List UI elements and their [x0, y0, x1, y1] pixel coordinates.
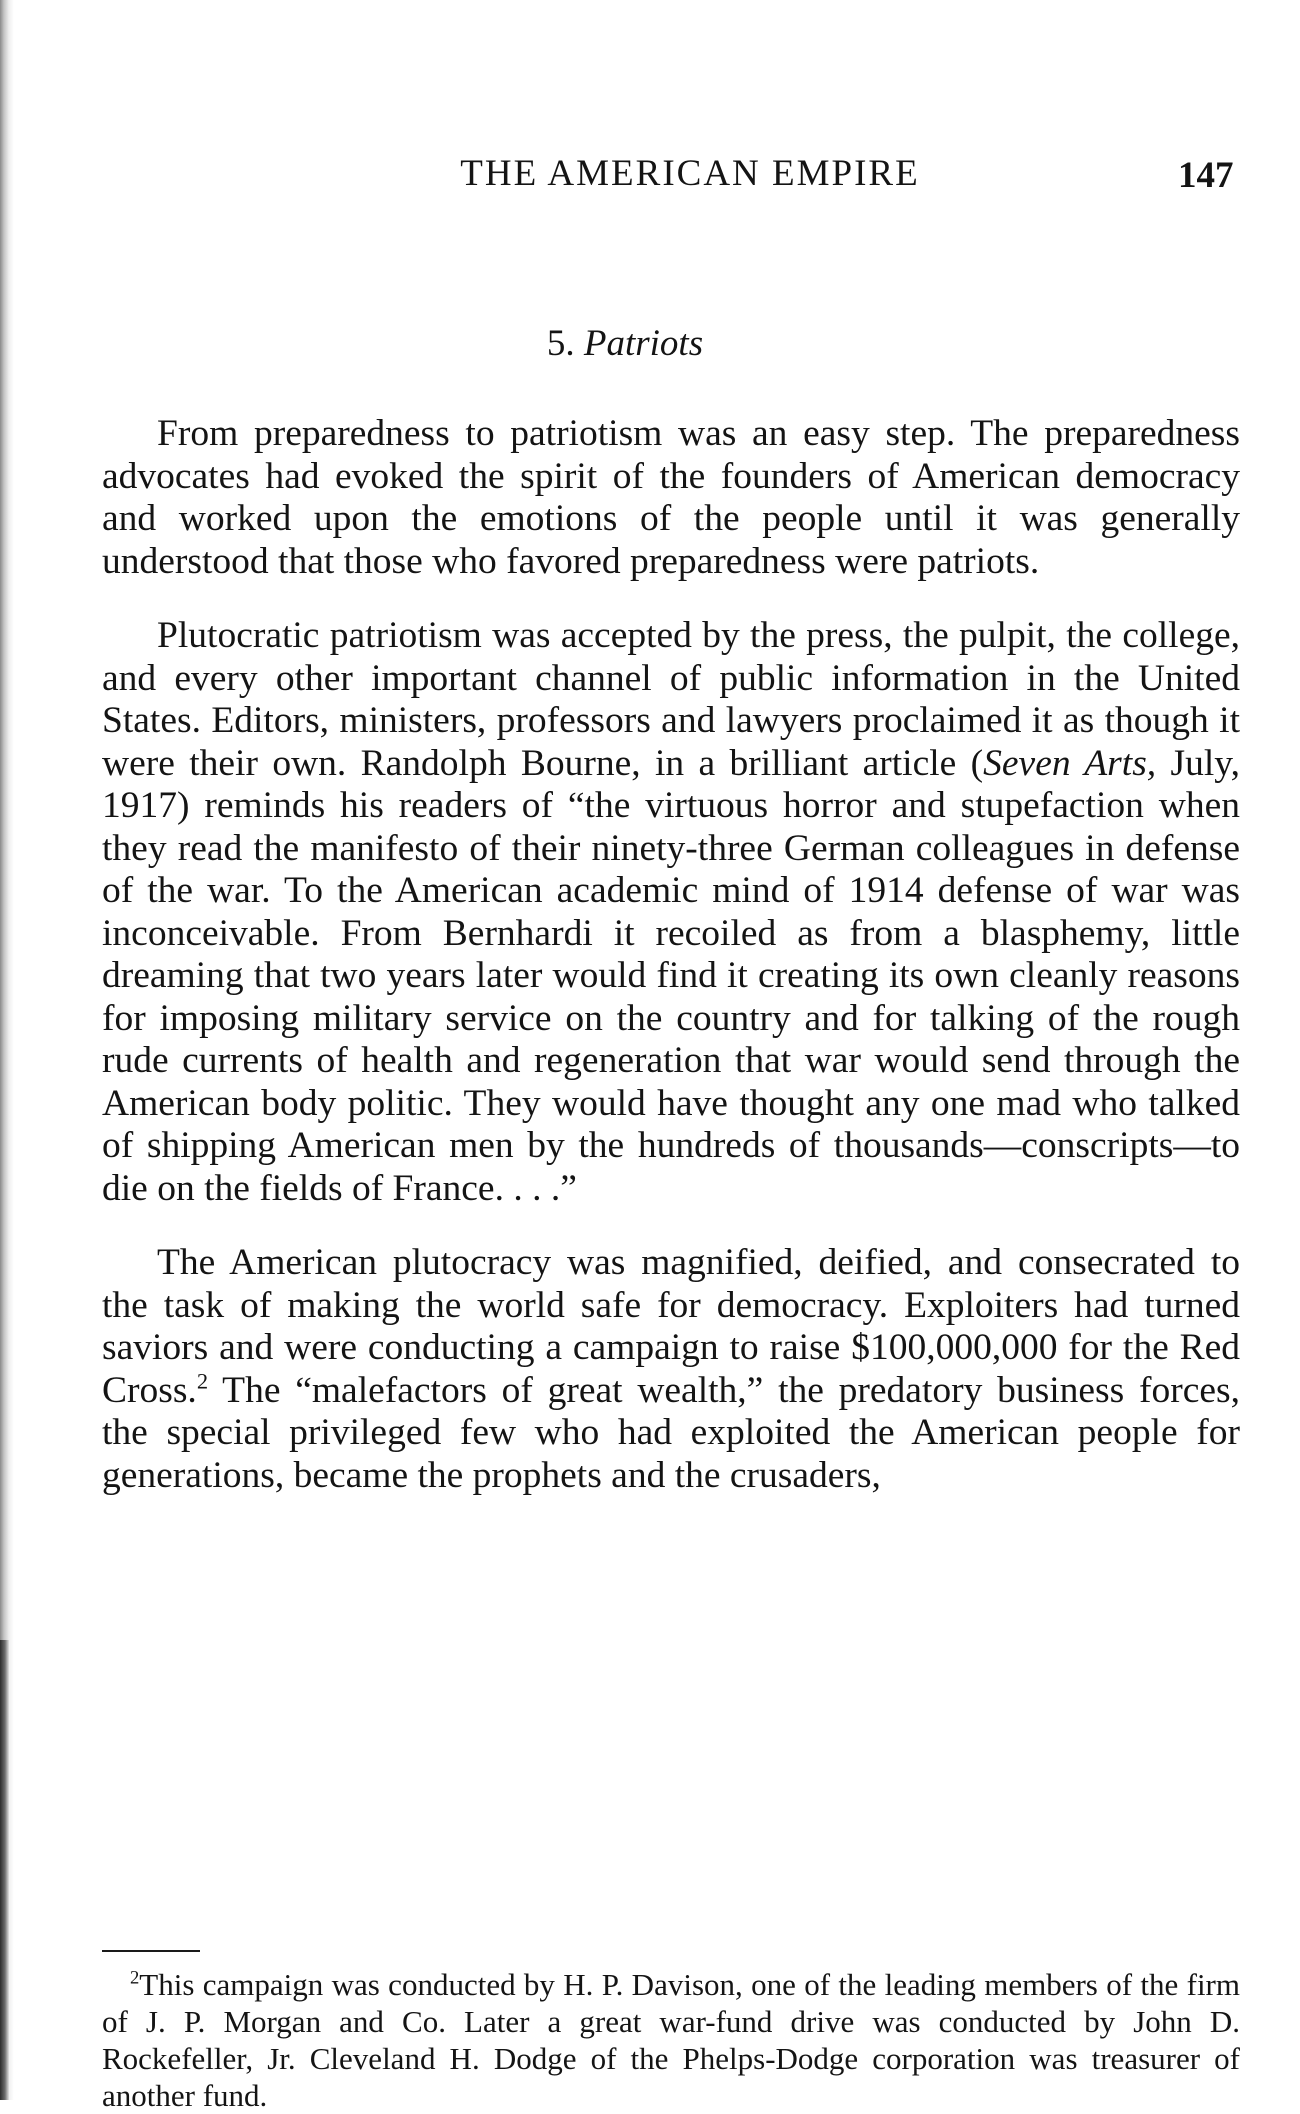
footnote-reference: 2	[196, 1368, 209, 1393]
running-head	[0, 152, 1300, 202]
paragraph-2-text-b: July, 1917) reminds his readers of “the virtuous horror and stupefaction when they read the manifesto of their ninety-three German colleagues in defense of the war. To the American academic mind of 1914 defense of war was inconceivable. From Bernhardi it recoiled as from a blasphemy, little dreaming that two years later would find it creating its own cleanly reasons for imposing military service on the country and for talking of the rough rude currents of health and regeneration that war would send through the American body politic. They would have thought any one mad who talked of shipping American men by the hundreds of thousands—conscripts—to die on the fields of France. . . .”	[102, 742, 1240, 1209]
section-heading	[0, 322, 1250, 365]
footnote-text: This campaign was conducted by H. P. Davison, one of the leading members of the firm of J. P. Morgan and Co. Later a great war-fund drive was conducted by John D. Rockefeller, Jr. Cleveland H. Dodge of the Phelps-Dodge corporation was treasurer of another fund.	[102, 1967, 1240, 2113]
paragraph-2-italic: Seven Arts,	[983, 742, 1157, 784]
paragraph-2-text-a: Plutocratic patriotism was accepted by the press, the pulpit, the college, and every other important channel of public information in the United States. Editors, ministers, professors and lawyers proclaimed it as though it were their own. Randolph Bourne, in a brilliant article (	[102, 615, 1240, 784]
paragraph-1: From preparedness to patriotism was an easy step. The preparedness advocates had evoked the spirit of the founders of American democracy and worked upon the emotions of the people until it was generally understood that those who favored preparedness were patriots.	[102, 413, 1240, 582]
paragraph-3-text-a: The American plutocracy was magnified, deified, and consecrated to the task of making the world safe for democracy. Exploiters had turned saviors and were conducting a campaign to raise $100,000,000 for the Red Cross.	[102, 1242, 1240, 1411]
footnote	[102, 1966, 1240, 2114]
page-number: 147	[1178, 155, 1234, 196]
paragraph-2	[102, 615, 1240, 1210]
body-text	[102, 413, 1240, 1497]
section-title: Patriots	[583, 323, 704, 364]
footnote-rule	[102, 1950, 200, 1952]
paragraph-3	[102, 1242, 1240, 1497]
footnote-marker: 2	[130, 1967, 140, 1989]
paragraph-3-text-b: The “malefactors of great wealth,” the predatory business forces, the special privileged few who had exploited the American people for generations, became the prophets and the crusaders,	[102, 1369, 1240, 1496]
running-title: THE AMERICAN EMPIRE	[460, 153, 920, 194]
section-number: 5.	[546, 323, 575, 364]
page-binding-shadow	[0, 1640, 10, 2100]
